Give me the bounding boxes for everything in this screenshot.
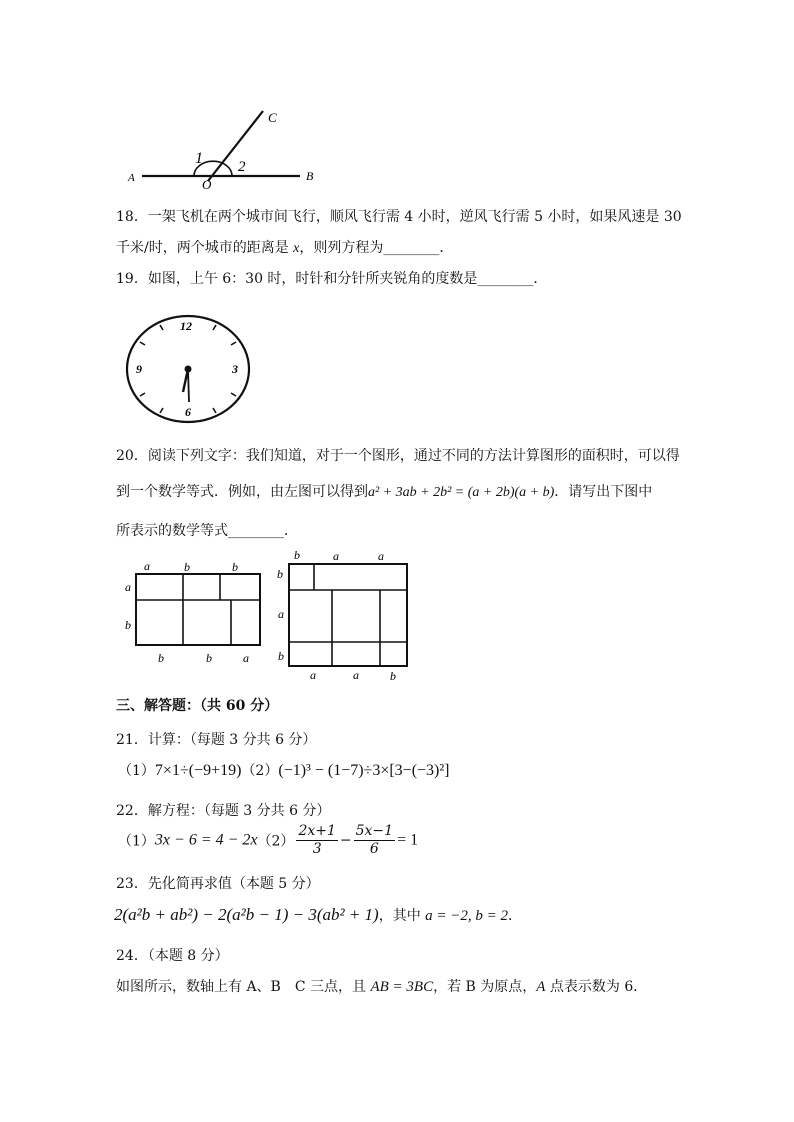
- q22-frac1-num: 2x+1: [298, 823, 336, 839]
- q24-line-post: 点表示数为 6．: [545, 979, 648, 995]
- q22-frac1: [296, 823, 337, 858]
- left-bottom-b2: b: [206, 651, 212, 665]
- q22-p2-label: （2）: [257, 833, 295, 850]
- q23-line: [114, 905, 522, 925]
- clock-12: 12: [180, 319, 192, 333]
- q23-expr: 2(a²b + ab²) − 2(a²b − 1) − 3(ab² + 1): [114, 905, 379, 924]
- q22-p1-expr: 3x − 6 = 4 − 2x: [154, 831, 258, 849]
- label-1: 1: [195, 150, 203, 167]
- q22-p1-label: （1）: [118, 833, 155, 850]
- label-b: B: [306, 169, 314, 183]
- label-c: C: [268, 110, 277, 125]
- q21-p1-label: （1）: [118, 763, 155, 779]
- q21-p1-expr: 7×1÷(−9+19): [154, 762, 242, 779]
- left-top-b1: b: [184, 560, 190, 574]
- left-top-a: a: [144, 559, 150, 573]
- q20-line2-post: ．请写出下图中: [554, 484, 653, 500]
- q23-title: 23．先化简再求值（本题 5 分）: [116, 876, 320, 892]
- q18-line1: 18．一架飞机在两个城市间飞行，顺风飞行需 4 小时，逆风飞行需 5 小时，如果风速是 30: [116, 209, 682, 225]
- q24-a: A: [536, 979, 546, 995]
- clock-9: 9: [136, 362, 142, 376]
- q20-equation: a² + 3ab + 2b² = (a + 2b)(a + b): [368, 485, 555, 500]
- clock-3: 3: [232, 362, 238, 376]
- right-bottom-a2: a: [353, 668, 359, 682]
- ray-oc: [208, 111, 263, 181]
- angle-figure: [120, 105, 330, 190]
- left-top-b2: b: [232, 560, 238, 574]
- q24-eq: AB = 3BC: [370, 979, 434, 995]
- q18-line2-pre: 千米/时，两个城市的距离是: [116, 240, 294, 256]
- section3-title: 三、解答题：（共 60 分）: [116, 698, 279, 714]
- right-top-a2: a: [378, 549, 384, 563]
- q24-line: [116, 976, 647, 996]
- left-bottom-b1: b: [158, 651, 164, 665]
- q22-minus: −: [339, 832, 352, 849]
- clock-figure: [125, 312, 255, 427]
- q23-mid: ，其中: [378, 908, 426, 924]
- clock-6: 6: [185, 405, 191, 419]
- right-top-a1: a: [333, 549, 339, 563]
- q24-line-mid: ，若 B 为原点，: [433, 979, 537, 995]
- q18-line2: [116, 237, 453, 257]
- q20-line2-pre: 到一个数学等式．例如，由左图可以得到: [116, 484, 368, 500]
- q22-title: 22．解方程：（每题 3 分共 6 分）: [116, 803, 331, 819]
- q23-end: ．: [508, 908, 523, 924]
- q21-p2-expr: (−1)³ − (1−7)÷3×[3−(−3)²]: [278, 762, 450, 779]
- q22-frac2-den: 6: [369, 841, 379, 857]
- right-rectangle-figure: [277, 548, 417, 683]
- q22-frac2-num: 5x−1: [355, 823, 394, 839]
- label-o: O: [202, 177, 212, 192]
- q21-p2-label: （2）: [241, 763, 279, 779]
- q24-title: 24．（本题 8 分）: [116, 948, 229, 964]
- q22-frac1-den: 3: [312, 841, 322, 857]
- right-bottom-b: b: [390, 669, 396, 683]
- left-side-b: b: [125, 618, 131, 632]
- q21-title: 21．计算：（每题 3 分共 6 分）: [116, 732, 317, 748]
- right-bottom-a1: a: [310, 668, 316, 682]
- q19-text: 19．如图，上午 6：30 时，时针和分针所夹锐角的度数是________．: [116, 271, 548, 287]
- minute-hand: [188, 369, 189, 402]
- left-side-a: a: [125, 580, 131, 594]
- q21-parts: [118, 760, 450, 780]
- left-rectangle-figure: [120, 555, 270, 670]
- right-side-a: a: [278, 607, 284, 621]
- q20-line2: [116, 481, 652, 501]
- q22-parts: [118, 823, 418, 858]
- label-a: A: [128, 172, 135, 184]
- q23-cond: a = −2, b = 2: [425, 908, 509, 924]
- label-2: 2: [238, 159, 246, 175]
- q20-line1: 20．阅读下列文字：我们知道，对于一个图形，通过不同的方法计算图形的面积时，可以得: [116, 448, 680, 464]
- q18-line2-post: ，则列方程为________．: [299, 240, 454, 256]
- q22-frac2: [354, 823, 395, 858]
- left-bottom-a: a: [243, 651, 249, 665]
- right-top-b: b: [294, 548, 300, 562]
- right-side-b2: b: [278, 649, 284, 663]
- q24-line-pre: 如图所示，数轴上有 A、B C 三点，且: [116, 979, 371, 995]
- q22-eq-tail: = 1: [397, 831, 419, 849]
- q20-line3: 所表示的数学等式________．: [116, 523, 298, 539]
- right-side-b1: b: [277, 567, 283, 581]
- q18-var-x: x: [293, 241, 300, 256]
